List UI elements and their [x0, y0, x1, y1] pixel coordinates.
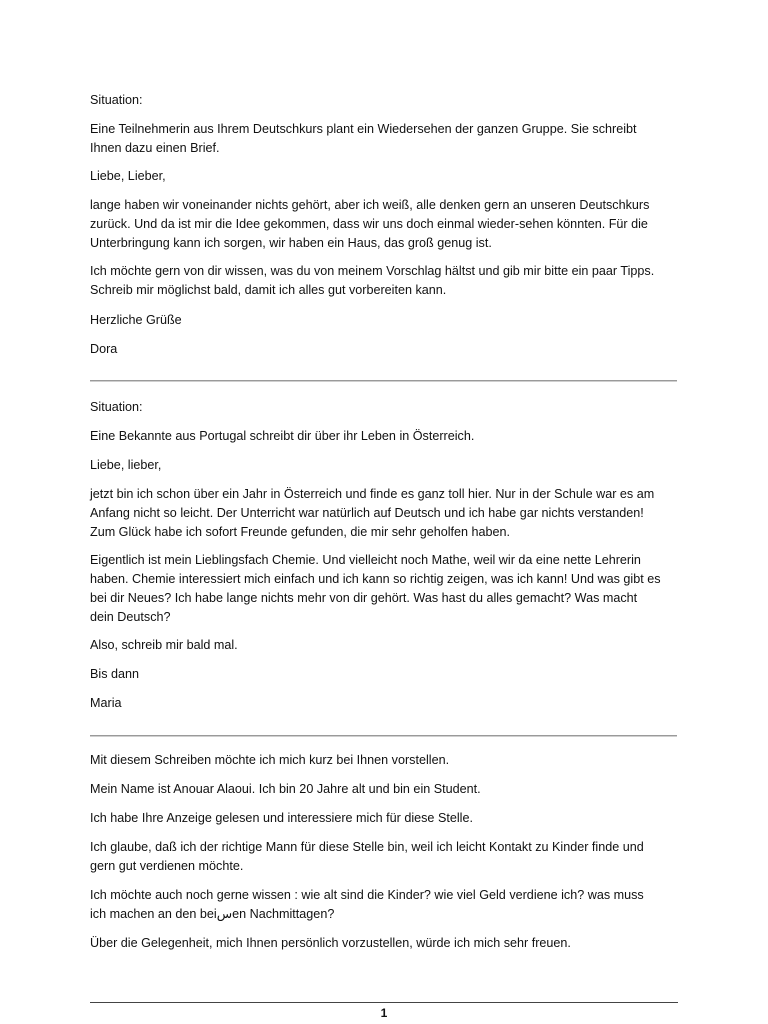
section1-body-paragraph-1: lange haben wir voneinander nichts gehört, aber ich weiß, alle denken gern an unseren Deutschkurs zurück. Und da ist mir die Idee gekommen, dass wir uns doch einmal wieder-sehen könnten. Für die Unterbringung kann ich sorgen, wir haben ein Haus, das groß genug ist.	[90, 198, 650, 250]
section3-line-2: Mein Name ist Anouar Alaoui. Ich bin 20 Jahre alt und bin ein Student.	[90, 782, 481, 796]
section3-line-6: Über die Gelegenheit, mich Ihnen persönlich vorzustellen, würde ich mich sehr freuen.	[90, 936, 571, 950]
section3-line-4: Ich glaube, daß ich der richtige Mann für diese Stelle bin, weil ich leicht Kontakt zu Kinder finde und gern gut verdienen möchte.	[90, 840, 644, 873]
section3-line-5: Ich möchte auch noch gerne wissen : wie alt sind die Kinder? wie viel Geld verdiene ich? was muss ich machen an den beiسen Nachmittagen?	[90, 888, 644, 921]
section2-intro: Eine Bekannte aus Portugal schreibt dir über ihr Leben in Österreich.	[90, 429, 475, 443]
section1-greeting: Liebe, Lieber,	[90, 169, 166, 183]
section2-body-paragraph-1: jetzt bin ich schon über ein Jahr in Österreich und finde es ganz toll hier. Nur in der Schule war es am Anfang nicht so leicht. Der Unterricht war natürlich auf Deutsch und ich habe gar nichts verstanden! Zum Glück habe ich sofort Freunde gefunden, die mir sehr geholfen haben.	[90, 487, 655, 539]
section2-closing: Bis dann	[90, 667, 140, 681]
footer-rule	[90, 1002, 678, 1003]
section-divider	[90, 380, 677, 382]
section2-body-paragraph-3: Also, schreib mir bald mal.	[90, 638, 238, 652]
section-divider	[90, 735, 677, 737]
section1-intro: Eine Teilnehmerin aus Ihrem Deutschkurs plant ein Wiedersehen der ganzen Gruppe. Sie schreibt Ihnen dazu einen Brief.	[90, 122, 637, 155]
section2-body-paragraph-2: Eigentlich ist mein Lieblingsfach Chemie. Und vielleicht noch Mathe, weil wir da eine nette Lehrerin haben. Chemie interessiert mich einfach und ich kann so richtig zeigen, was ich kann! Und was gibt es bei dir Neues? Ich habe lange nichts mehr von dir gehört. Was hast du alles gemacht? Was macht dein Deutsch?	[90, 553, 661, 624]
section2-signature: Maria	[90, 696, 122, 710]
page-number: 1	[380, 1006, 388, 1020]
section1-signature: Dora	[90, 342, 118, 356]
section2-label: Situation:	[90, 400, 143, 414]
section1-closing: Herzliche Grüße	[90, 313, 182, 327]
section1-label: Situation:	[90, 93, 143, 107]
section3-line-3: Ich habe Ihre Anzeige gelesen und interessiere mich für diese Stelle.	[90, 811, 473, 825]
section1-body-paragraph-2: Ich möchte gern von dir wissen, was du von meinem Vorschlag hältst und gib mir bitte ein paar Tipps. Schreib mir möglichst bald, damit ich alles gut vorbereiten kann.	[90, 264, 655, 297]
section2-greeting: Liebe, lieber,	[90, 458, 162, 472]
section3-line-1: Mit diesem Schreiben möchte ich mich kurz bei Ihnen vorstellen.	[90, 753, 450, 767]
